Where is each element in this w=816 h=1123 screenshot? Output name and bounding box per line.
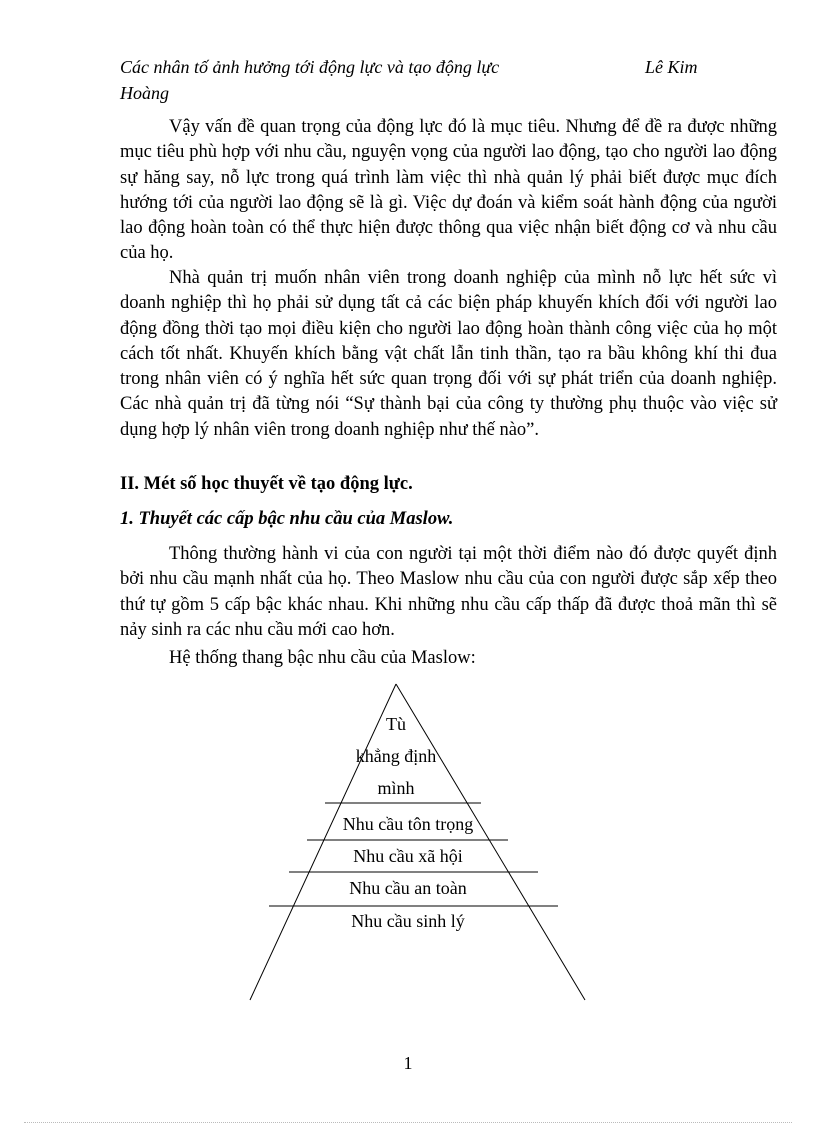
pyramid-level-self-actualization-line2: khẳng định [355,746,437,766]
pyramid-level-social: Nhu cầu xã hội [353,846,463,866]
pyramid-level-physiological: Nhu cầu sinh lý [351,911,465,931]
pyramid-level-self-actualization-line3: mình [377,778,415,798]
paragraph-goals: Vậy vấn đề quan trọng của động lực đó là mục tiêu. Nhưng để đề ra được những mục tiêu phù hợp với nhu cầu, nguyện vọng của người lao động, tạo cho người lao động sự hăng say, nỗ lực trong quá trình làm việc thì nhà quản lý phải biết được mục đích hướng tới của người lao động sẽ là gì. Việc dự đoán và kiểm soát hành động của người lao động hoàn toàn có thể thực hiện được thông qua việc nhận biết động cơ và nhu cầu của họ. [120,117,777,264]
paragraph-managers: Nhà quản trị muốn nhân viên trong doanh nghiệp của mình nỗ lực hết sức vì doanh nghiệp thì họ phải sử dụng tất cả các biện pháp khuyến khích đối với người lao động đồng thời tạo mọi điều kiện cho người lao động hoàn thành công việc của họ một cách tốt nhất. Khuyến khích bằng vật chất lẫn tinh thần, tạo ra bầu không khí thi đua trong nhân viên có ý nghĩa hết sức quan trọng đối với sự phát triển của doanh nghiệp. Các nhà quản trị đã từng nói “Sự thành bại của công ty thường phụ thuộc vào việc sử dụng hợp lý nhân viên trong doanh nghiệp như thế nào”. [120,268,777,440]
page-number: 1 [403,1053,413,1073]
section-heading: II. Mét số học thuyết về tạo động lực. [120,474,413,494]
paragraph-maslow: Thông thường hành vi của con người tại một thời điểm nào đó được quyết định bởi nhu cầu mạnh nhất của họ. Theo Maslow nhu cầu của con người được sắp xếp theo thứ tự gồm 5 cấp bậc khác nhau. Khi những nhu cầu cấp thấp đã được thoả mãn thì sẽ nảy sinh ra các nhu cầu mới cao hơn. [120,544,777,640]
subsection-heading: 1. Thuyết các cấp bậc nhu cầu của Maslow. [120,509,454,529]
pyramid-level-self-actualization-line1: Tù [386,714,406,734]
paragraph-hierarchy-intro: Hệ thống thang bậc nhu cầu của Maslow: [169,648,476,668]
running-header-title: Các nhân tố ảnh hưởng tới động lực và tạo động lực Hoàng [120,57,500,103]
running-header-author: Lê Kim [645,57,698,77]
pyramid-level-safety: Nhu cầu an toàn [349,878,467,898]
pyramid-level-esteem: Nhu cầu tôn trọng [342,814,474,834]
